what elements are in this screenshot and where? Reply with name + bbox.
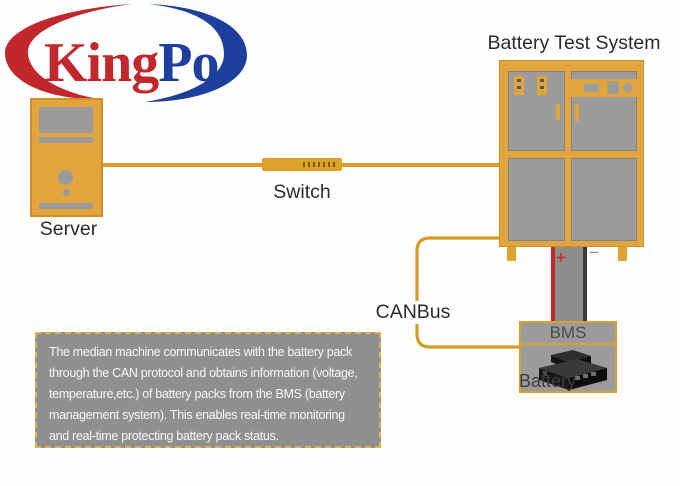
bms-battery-box — [519, 321, 617, 393]
switch-label: Switch — [273, 181, 331, 203]
cabinet-door-bottom-right — [571, 158, 637, 241]
description-line: management system). This enables real-time monitoring — [49, 408, 345, 422]
switch-icon — [262, 158, 342, 171]
server-bottom-bar — [39, 203, 93, 209]
server-top-panel — [39, 107, 93, 133]
description-box — [35, 332, 381, 448]
canbus-label: CANBus — [371, 301, 455, 324]
cabinet-title: Battery Test System — [487, 32, 661, 54]
negative-wire — [583, 247, 587, 321]
switch-ports — [303, 162, 335, 167]
kingpo-logo — [2, 2, 250, 106]
meter-icon — [537, 76, 547, 95]
battery-test-cabinet — [499, 60, 644, 247]
positive-wire — [551, 247, 555, 321]
indicator-diamond-icon — [622, 82, 633, 93]
battery-label: Battery — [519, 371, 577, 391]
server-icon — [30, 98, 103, 217]
description-line: The median machine communicates with the battery pack — [49, 345, 353, 359]
description-line: and real-time protecting battery pack status. — [49, 429, 279, 443]
display-screen-icon — [584, 84, 599, 92]
door-handle — [556, 104, 560, 120]
control-panel-strip — [571, 79, 637, 97]
description-line: through the CAN protocol and obtains information (voltage, — [49, 366, 358, 380]
ethernet-line-right — [341, 163, 499, 167]
ethernet-line-left — [103, 163, 262, 167]
plus-terminal-label: + — [556, 248, 566, 267]
door-handle — [575, 104, 579, 121]
cabinet-leg — [618, 247, 627, 261]
description-line: temperature,etc.) of battery packs from the BMS (battery — [49, 387, 345, 401]
server-drive-bar — [39, 137, 93, 143]
minus-terminal-label: − — [589, 243, 599, 262]
server-led — [63, 189, 70, 196]
server-label: Server — [39, 218, 98, 240]
bms-label: BMS — [521, 323, 615, 345]
server-power-button — [58, 170, 73, 185]
keypad-icon — [607, 81, 619, 94]
meter-icon — [514, 76, 524, 95]
logo-wordmark: KingPo — [44, 32, 219, 94]
